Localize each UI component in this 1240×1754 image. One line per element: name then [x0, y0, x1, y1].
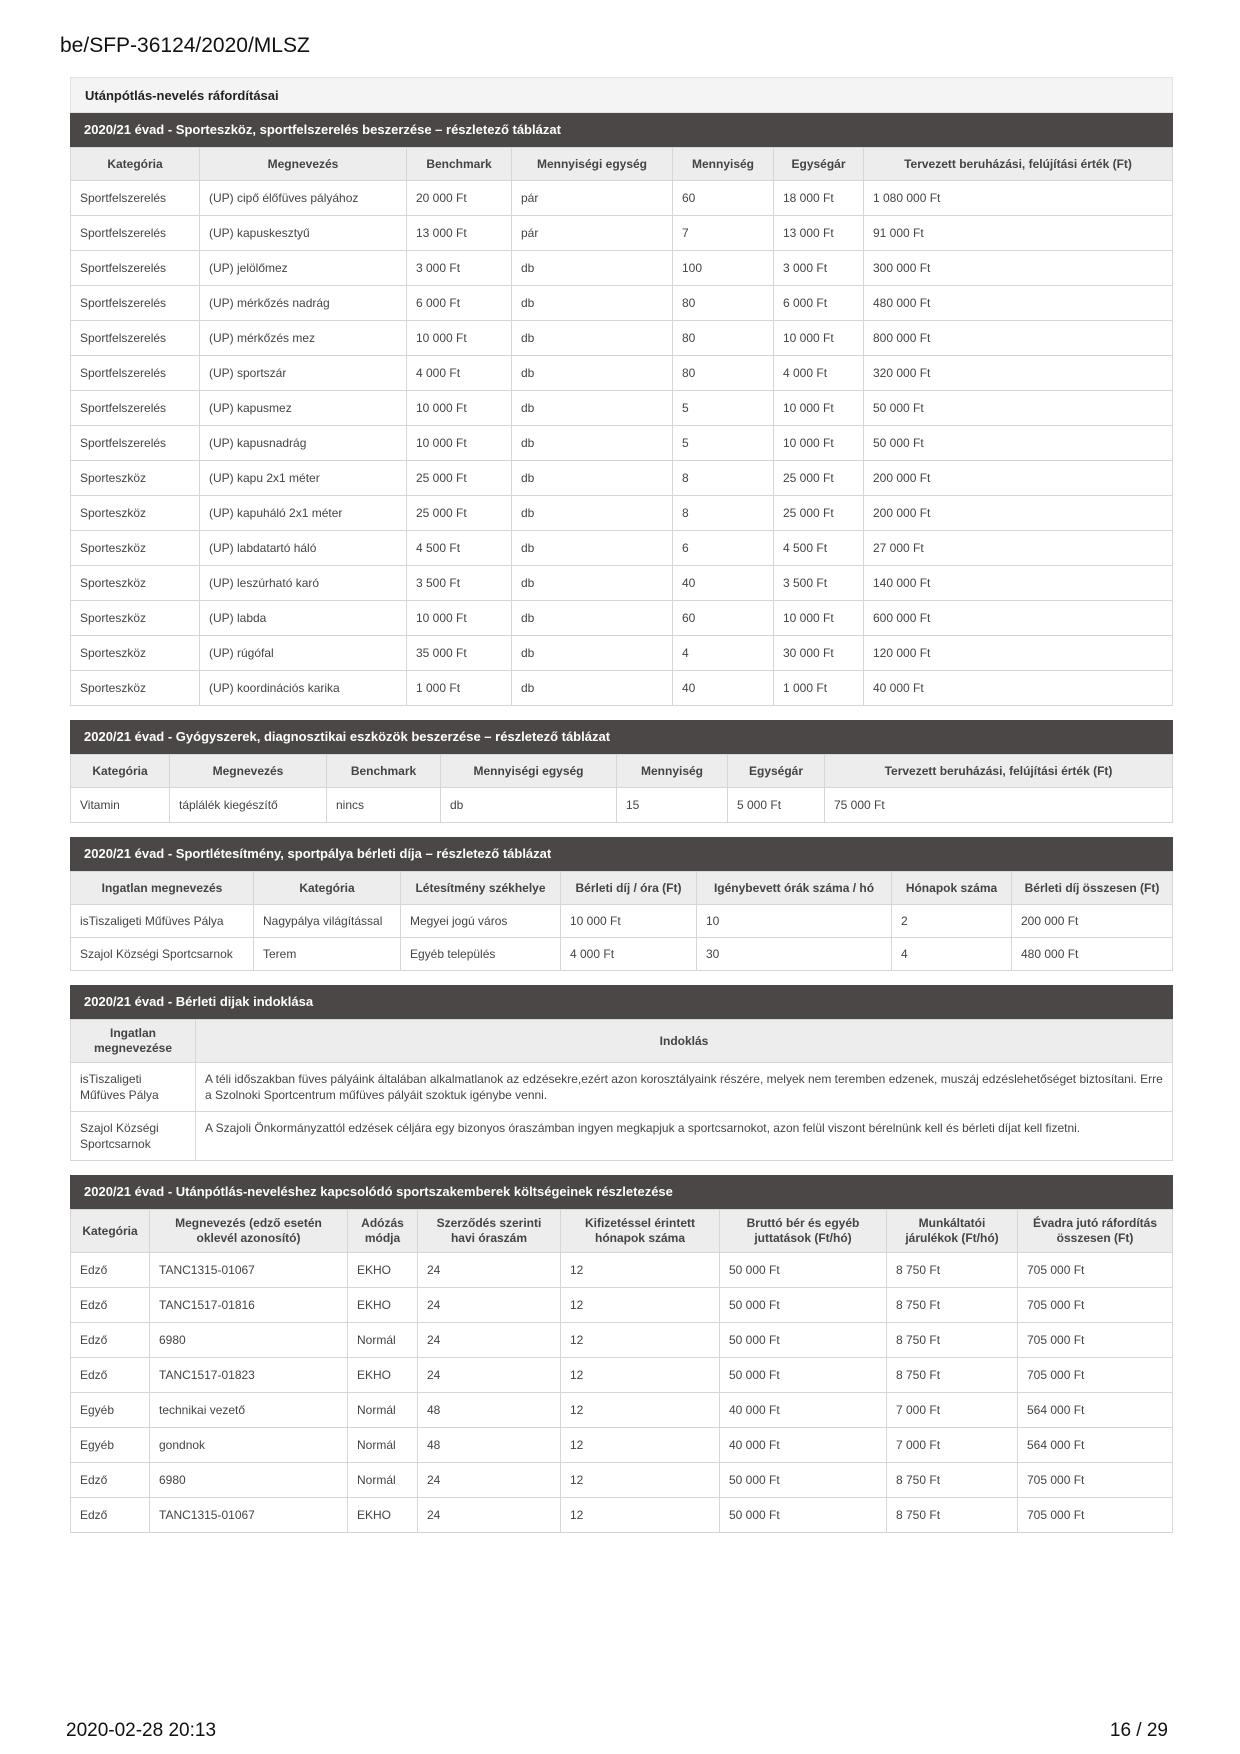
- table-cell: 24: [418, 1358, 561, 1393]
- column-header: Benchmark: [327, 755, 441, 788]
- table-cell: 100: [673, 251, 774, 286]
- table-cell: 40: [673, 566, 774, 601]
- table-cell: Sportfelszerelés: [71, 321, 200, 356]
- table-cell: 480 000 Ft: [864, 286, 1173, 321]
- document-id: be/SFP-36124/2020/MLSZ: [60, 34, 310, 57]
- table-cell: db: [512, 566, 673, 601]
- table-cell: EKHO: [348, 1498, 418, 1533]
- sports-equipment-table: [70, 147, 1173, 706]
- table-cell: (UP) leszúrható karó: [200, 566, 407, 601]
- table-cell: 1 000 Ft: [407, 671, 512, 706]
- table-cell: EKHO: [348, 1253, 418, 1288]
- table-row: [71, 251, 1173, 286]
- table-cell: 3 500 Ft: [774, 566, 864, 601]
- table-cell: 91 000 Ft: [864, 216, 1173, 251]
- table-cell: 13 000 Ft: [407, 216, 512, 251]
- table-cell: 25 000 Ft: [774, 461, 864, 496]
- facility-rental-section: [70, 837, 1173, 971]
- table-cell: (UP) kapuháló 2x1 méter: [200, 496, 407, 531]
- table-cell: 10 000 Ft: [774, 426, 864, 461]
- table-cell: Sporteszköz: [71, 496, 200, 531]
- table-cell: (UP) jelölőmez: [200, 251, 407, 286]
- table-cell: EKHO: [348, 1288, 418, 1323]
- table-cell: db: [512, 286, 673, 321]
- column-header: Bruttó bér és egyéb juttatások (Ft/hó): [720, 1210, 887, 1253]
- table-cell: pár: [512, 181, 673, 216]
- table-cell: 24: [418, 1253, 561, 1288]
- table-cell: 12: [561, 1358, 720, 1393]
- table-row: [71, 1323, 1173, 1358]
- table-cell: 10 000 Ft: [774, 391, 864, 426]
- table-cell: 3 500 Ft: [407, 566, 512, 601]
- table-cell: 48: [418, 1393, 561, 1428]
- table-cell: 300 000 Ft: [864, 251, 1173, 286]
- table-cell: 200 000 Ft: [864, 461, 1173, 496]
- table-cell: Sporteszköz: [71, 566, 200, 601]
- table-row: [71, 1358, 1173, 1393]
- table-row: [71, 1063, 1173, 1112]
- table-cell: 8: [673, 496, 774, 531]
- table-cell: Edző: [71, 1463, 150, 1498]
- section-title: 2020/21 évad - Sportlétesítmény, sportpálya bérleti díja – részletező táblázat: [70, 837, 1173, 871]
- column-header: Egységár: [774, 148, 864, 181]
- table-cell: 4 000 Ft: [561, 938, 697, 971]
- table-row: [71, 788, 1173, 823]
- table-cell: 24: [418, 1463, 561, 1498]
- table-cell: Sporteszköz: [71, 461, 200, 496]
- table-cell: 320 000 Ft: [864, 356, 1173, 391]
- table-cell: 4 500 Ft: [407, 531, 512, 566]
- column-header: Tervezett beruházási, felújítási érték (Ft): [825, 755, 1173, 788]
- table-cell: 30 000 Ft: [774, 636, 864, 671]
- column-header: Bérleti díj / óra (Ft): [561, 872, 697, 905]
- table-cell: 15: [617, 788, 728, 823]
- table-cell: 6: [673, 531, 774, 566]
- table-cell: Sporteszköz: [71, 636, 200, 671]
- table-row: [71, 461, 1173, 496]
- table-cell: 48: [418, 1428, 561, 1463]
- table-cell: Edző: [71, 1288, 150, 1323]
- table-cell: 50 000 Ft: [864, 391, 1173, 426]
- table-cell: 2: [892, 905, 1012, 938]
- table-cell: 8 750 Ft: [887, 1358, 1018, 1393]
- table-cell: 10 000 Ft: [407, 601, 512, 636]
- column-header: Munkáltatói járulékok (Ft/hó): [887, 1210, 1018, 1253]
- medicine-table: [70, 754, 1173, 823]
- table-header-row: [71, 755, 1173, 788]
- table-row: [71, 1428, 1173, 1463]
- facility-rental-table: [70, 871, 1173, 971]
- table-cell: 25 000 Ft: [407, 496, 512, 531]
- table-cell: 40 000 Ft: [720, 1428, 887, 1463]
- table-cell: TANC1517-01816: [150, 1288, 348, 1323]
- table-cell: Normál: [348, 1463, 418, 1498]
- table-header-row: [71, 872, 1173, 905]
- table-cell: 4 500 Ft: [774, 531, 864, 566]
- table-cell: 60: [673, 601, 774, 636]
- table-cell: 1 000 Ft: [774, 671, 864, 706]
- table-cell: (UP) mérkőzés mez: [200, 321, 407, 356]
- footer-timestamp: 2020-02-28 20:13: [66, 1720, 217, 1741]
- table-cell: Sportfelszerelés: [71, 251, 200, 286]
- column-header: Mennyiségi egység: [512, 148, 673, 181]
- table-cell: 7 000 Ft: [887, 1393, 1018, 1428]
- table-row: [71, 356, 1173, 391]
- table-row: [71, 391, 1173, 426]
- table-cell: 705 000 Ft: [1018, 1288, 1173, 1323]
- column-header: Bérleti díj összesen (Ft): [1012, 872, 1173, 905]
- table-cell: 7 000 Ft: [887, 1428, 1018, 1463]
- table-cell: 4 000 Ft: [774, 356, 864, 391]
- table-cell: Normál: [348, 1428, 418, 1463]
- table-cell: 564 000 Ft: [1018, 1393, 1173, 1428]
- table-cell: 50 000 Ft: [720, 1323, 887, 1358]
- table-cell: 4 000 Ft: [407, 356, 512, 391]
- table-cell: 75 000 Ft: [825, 788, 1173, 823]
- table-row: [71, 905, 1173, 938]
- table-cell: 3 000 Ft: [774, 251, 864, 286]
- column-header: Tervezett beruházási, felújítási érték (Ft): [864, 148, 1173, 181]
- table-cell: Szajol Községi Sportcsarnok: [71, 938, 254, 971]
- table-row: [71, 496, 1173, 531]
- table-cell: 80: [673, 356, 774, 391]
- sports-equipment-section: [70, 113, 1173, 706]
- table-cell: isTiszaligeti Műfüves Pálya: [71, 905, 254, 938]
- table-cell: Sportfelszerelés: [71, 181, 200, 216]
- table-cell: db: [512, 251, 673, 286]
- table-row: [71, 566, 1173, 601]
- table-cell: db: [512, 461, 673, 496]
- table-cell: 10 000 Ft: [561, 905, 697, 938]
- table-cell: 8 750 Ft: [887, 1323, 1018, 1358]
- table-cell: db: [512, 601, 673, 636]
- table-cell: 12: [561, 1288, 720, 1323]
- table-cell: 10 000 Ft: [774, 601, 864, 636]
- table-cell: 25 000 Ft: [407, 461, 512, 496]
- table-cell: 12: [561, 1393, 720, 1428]
- table-cell: TANC1315-01067: [150, 1253, 348, 1288]
- table-cell: Normál: [348, 1323, 418, 1358]
- table-cell: 27 000 Ft: [864, 531, 1173, 566]
- section-title: 2020/21 évad - Bérleti dijak indoklása: [70, 985, 1173, 1019]
- table-cell: 6980: [150, 1463, 348, 1498]
- table-cell: Egyéb település: [401, 938, 561, 971]
- medicine-section: [70, 720, 1173, 823]
- table-cell: 705 000 Ft: [1018, 1358, 1173, 1393]
- table-cell: Megyei jogú város: [401, 905, 561, 938]
- table-cell: 10 000 Ft: [407, 391, 512, 426]
- table-row: [71, 426, 1173, 461]
- table-cell: Edző: [71, 1253, 150, 1288]
- table-header-row: [71, 1210, 1173, 1253]
- table-cell: Edző: [71, 1323, 150, 1358]
- column-header: Kifizetéssel érintett hónapok száma: [561, 1210, 720, 1253]
- table-cell: (UP) labda: [200, 601, 407, 636]
- table-cell: db: [512, 531, 673, 566]
- table-row: [71, 1463, 1173, 1498]
- table-cell: 600 000 Ft: [864, 601, 1173, 636]
- column-header: Megnevezés: [200, 148, 407, 181]
- table-cell: 12: [561, 1253, 720, 1288]
- table-cell: 50 000 Ft: [720, 1288, 887, 1323]
- table-row: [71, 1288, 1173, 1323]
- table-cell: nincs: [327, 788, 441, 823]
- table-cell: 200 000 Ft: [1012, 905, 1173, 938]
- column-header: Ingatlan megnevezése: [71, 1020, 196, 1063]
- table-cell: db: [512, 496, 673, 531]
- table-cell: 5: [673, 426, 774, 461]
- table-row: [71, 1498, 1173, 1533]
- table-cell: (UP) kapusmez: [200, 391, 407, 426]
- table-cell: db: [441, 788, 617, 823]
- table-row: [71, 636, 1173, 671]
- table-cell: 120 000 Ft: [864, 636, 1173, 671]
- table-cell: db: [512, 391, 673, 426]
- table-cell: 12: [561, 1463, 720, 1498]
- table-cell: 80: [673, 286, 774, 321]
- column-header: Évadra jutó ráfordítás összesen (Ft): [1018, 1210, 1173, 1253]
- table-cell: 200 000 Ft: [864, 496, 1173, 531]
- staff-costs-table: [70, 1209, 1173, 1533]
- main-heading: Utánpótlás-nevelés ráfordításai: [70, 77, 1173, 113]
- table-cell: (UP) kapuskesztyű: [200, 216, 407, 251]
- table-cell: 40 000 Ft: [720, 1393, 887, 1428]
- table-cell: A Szajoli Önkormányzattól edzések céljára egy bizonyos óraszámban ingyen megkapjuk a sportcsarnokot, azon felül viszont bérelnünk kell és bérleti díjat kell fizetni.: [196, 1112, 1173, 1161]
- table-row: [71, 671, 1173, 706]
- column-header: Ingatlan megnevezés: [71, 872, 254, 905]
- table-cell: 50 000 Ft: [720, 1463, 887, 1498]
- table-cell: 12: [561, 1323, 720, 1358]
- table-cell: 3 000 Ft: [407, 251, 512, 286]
- table-cell: Sportfelszerelés: [71, 391, 200, 426]
- table-cell: Szajol Községi Sportcsarnok: [71, 1112, 196, 1161]
- page-content: [70, 77, 1173, 1547]
- column-header: Benchmark: [407, 148, 512, 181]
- table-cell: 564 000 Ft: [1018, 1428, 1173, 1463]
- table-cell: 12: [561, 1498, 720, 1533]
- table-row: [71, 1253, 1173, 1288]
- table-cell: (UP) kapusnadrág: [200, 426, 407, 461]
- table-row: [71, 286, 1173, 321]
- table-cell: 18 000 Ft: [774, 181, 864, 216]
- table-cell: technikai vezető: [150, 1393, 348, 1428]
- table-cell: (UP) koordinációs karika: [200, 671, 407, 706]
- table-cell: Sporteszköz: [71, 531, 200, 566]
- column-header: Szerződés szerinti havi óraszám: [418, 1210, 561, 1253]
- table-cell: db: [512, 321, 673, 356]
- table-cell: 8 750 Ft: [887, 1253, 1018, 1288]
- table-cell: Normál: [348, 1393, 418, 1428]
- table-cell: (UP) sportszár: [200, 356, 407, 391]
- table-cell: 8 750 Ft: [887, 1463, 1018, 1498]
- column-header: Megnevezés: [170, 755, 327, 788]
- table-cell: 705 000 Ft: [1018, 1498, 1173, 1533]
- table-cell: 25 000 Ft: [774, 496, 864, 531]
- table-cell: 10 000 Ft: [407, 426, 512, 461]
- table-cell: 13 000 Ft: [774, 216, 864, 251]
- table-cell: 705 000 Ft: [1018, 1463, 1173, 1498]
- footer-page-number: 16 / 29: [1109, 1720, 1168, 1741]
- table-cell: TANC1315-01067: [150, 1498, 348, 1533]
- table-cell: Egyéb: [71, 1428, 150, 1463]
- table-cell: 6 000 Ft: [774, 286, 864, 321]
- table-cell: db: [512, 356, 673, 391]
- table-cell: Edző: [71, 1358, 150, 1393]
- table-cell: 50 000 Ft: [720, 1498, 887, 1533]
- column-header: Kategória: [254, 872, 401, 905]
- table-cell: 80: [673, 321, 774, 356]
- table-cell: Sporteszköz: [71, 671, 200, 706]
- table-cell: Terem: [254, 938, 401, 971]
- table-row: [71, 938, 1173, 971]
- section-title: 2020/21 évad - Gyógyszerek, diagnosztikai eszközök beszerzése – részletező táblázat: [70, 720, 1173, 754]
- table-cell: 24: [418, 1498, 561, 1533]
- table-cell: Nagypálya világítással: [254, 905, 401, 938]
- table-cell: 800 000 Ft: [864, 321, 1173, 356]
- table-cell: (UP) rúgófal: [200, 636, 407, 671]
- table-cell: 12: [561, 1428, 720, 1463]
- table-row: [71, 601, 1173, 636]
- table-cell: 8 750 Ft: [887, 1498, 1018, 1533]
- table-cell: gondnok: [150, 1428, 348, 1463]
- table-cell: Egyéb: [71, 1393, 150, 1428]
- table-cell: 705 000 Ft: [1018, 1323, 1173, 1358]
- table-cell: isTiszaligeti Műfüves Pálya: [71, 1063, 196, 1112]
- table-cell: A téli időszakban füves pályáink általában alkalmatlanok az edzésekre,ezért azon korosztályaink részére, melyek nem teremben edzenek, muszáj edzéslehetőséget biztosítani. Erre a Szolnoki Sportcentrum műfüves pályáit szoktuk igénybe venni.: [196, 1063, 1173, 1112]
- table-cell: 1 080 000 Ft: [864, 181, 1173, 216]
- column-header: Igénybevett órák száma / hó: [697, 872, 892, 905]
- table-cell: 40: [673, 671, 774, 706]
- table-cell: 10 000 Ft: [407, 321, 512, 356]
- table-cell: (UP) labdatartó háló: [200, 531, 407, 566]
- table-header-row: [71, 148, 1173, 181]
- table-header-row: [71, 1020, 1173, 1063]
- table-cell: 8: [673, 461, 774, 496]
- table-cell: 4: [892, 938, 1012, 971]
- table-cell: 60: [673, 181, 774, 216]
- table-cell: 35 000 Ft: [407, 636, 512, 671]
- table-cell: 24: [418, 1323, 561, 1358]
- table-cell: Sporteszköz: [71, 601, 200, 636]
- staff-costs-section: [70, 1175, 1173, 1533]
- table-cell: 50 000 Ft: [720, 1358, 887, 1393]
- column-header: Adózás módja: [348, 1210, 418, 1253]
- table-cell: Edző: [71, 1498, 150, 1533]
- table-cell: 5: [673, 391, 774, 426]
- table-row: [71, 321, 1173, 356]
- table-cell: 140 000 Ft: [864, 566, 1173, 601]
- column-header: Hónapok száma: [892, 872, 1012, 905]
- table-row: [71, 1393, 1173, 1428]
- column-header: Mennyiségi egység: [441, 755, 617, 788]
- column-header: Kategória: [71, 148, 200, 181]
- table-cell: 50 000 Ft: [864, 426, 1173, 461]
- column-header: Mennyiség: [673, 148, 774, 181]
- table-cell: 5 000 Ft: [728, 788, 825, 823]
- column-header: Mennyiség: [617, 755, 728, 788]
- table-cell: 7: [673, 216, 774, 251]
- column-header: Kategória: [71, 755, 170, 788]
- table-cell: (UP) kapu 2x1 méter: [200, 461, 407, 496]
- rental-justification-section: [70, 985, 1173, 1161]
- table-cell: 8 750 Ft: [887, 1288, 1018, 1323]
- table-cell: Sportfelszerelés: [71, 216, 200, 251]
- table-cell: Sportfelszerelés: [71, 356, 200, 391]
- column-header: Létesítmény székhelye: [401, 872, 561, 905]
- table-cell: Sportfelszerelés: [71, 286, 200, 321]
- section-title: 2020/21 évad - Sporteszköz, sportfelszerelés beszerzése – részletező táblázat: [70, 113, 1173, 147]
- section-title: 2020/21 évad - Utánpótlás-neveléshez kapcsolódó sportszakemberek költségeinek részletezése: [70, 1175, 1173, 1209]
- rental-justification-table: [70, 1019, 1173, 1161]
- table-cell: TANC1517-01823: [150, 1358, 348, 1393]
- table-cell: 6980: [150, 1323, 348, 1358]
- table-cell: Sportfelszerelés: [71, 426, 200, 461]
- table-cell: táplálék kiegészítő: [170, 788, 327, 823]
- column-header: Megnevezés (edző esetén oklevél azonosító): [150, 1210, 348, 1253]
- table-cell: Vitamin: [71, 788, 170, 823]
- table-cell: (UP) mérkőzés nadrág: [200, 286, 407, 321]
- table-cell: 24: [418, 1288, 561, 1323]
- column-header: Kategória: [71, 1210, 150, 1253]
- table-cell: 480 000 Ft: [1012, 938, 1173, 971]
- table-row: [71, 216, 1173, 251]
- column-header: Indoklás: [196, 1020, 1173, 1063]
- table-cell: 50 000 Ft: [720, 1253, 887, 1288]
- table-cell: 10 000 Ft: [774, 321, 864, 356]
- table-cell: db: [512, 671, 673, 706]
- table-cell: 705 000 Ft: [1018, 1253, 1173, 1288]
- table-cell: pár: [512, 216, 673, 251]
- column-header: Egységár: [728, 755, 825, 788]
- table-row: [71, 1112, 1173, 1161]
- table-cell: 40 000 Ft: [864, 671, 1173, 706]
- table-cell: db: [512, 426, 673, 461]
- table-row: [71, 531, 1173, 566]
- table-cell: EKHO: [348, 1358, 418, 1393]
- table-cell: db: [512, 636, 673, 671]
- table-cell: 10: [697, 905, 892, 938]
- table-cell: (UP) cipő élőfüves pályához: [200, 181, 407, 216]
- table-cell: 4: [673, 636, 774, 671]
- table-cell: 20 000 Ft: [407, 181, 512, 216]
- table-cell: 30: [697, 938, 892, 971]
- table-row: [71, 181, 1173, 216]
- table-cell: 6 000 Ft: [407, 286, 512, 321]
